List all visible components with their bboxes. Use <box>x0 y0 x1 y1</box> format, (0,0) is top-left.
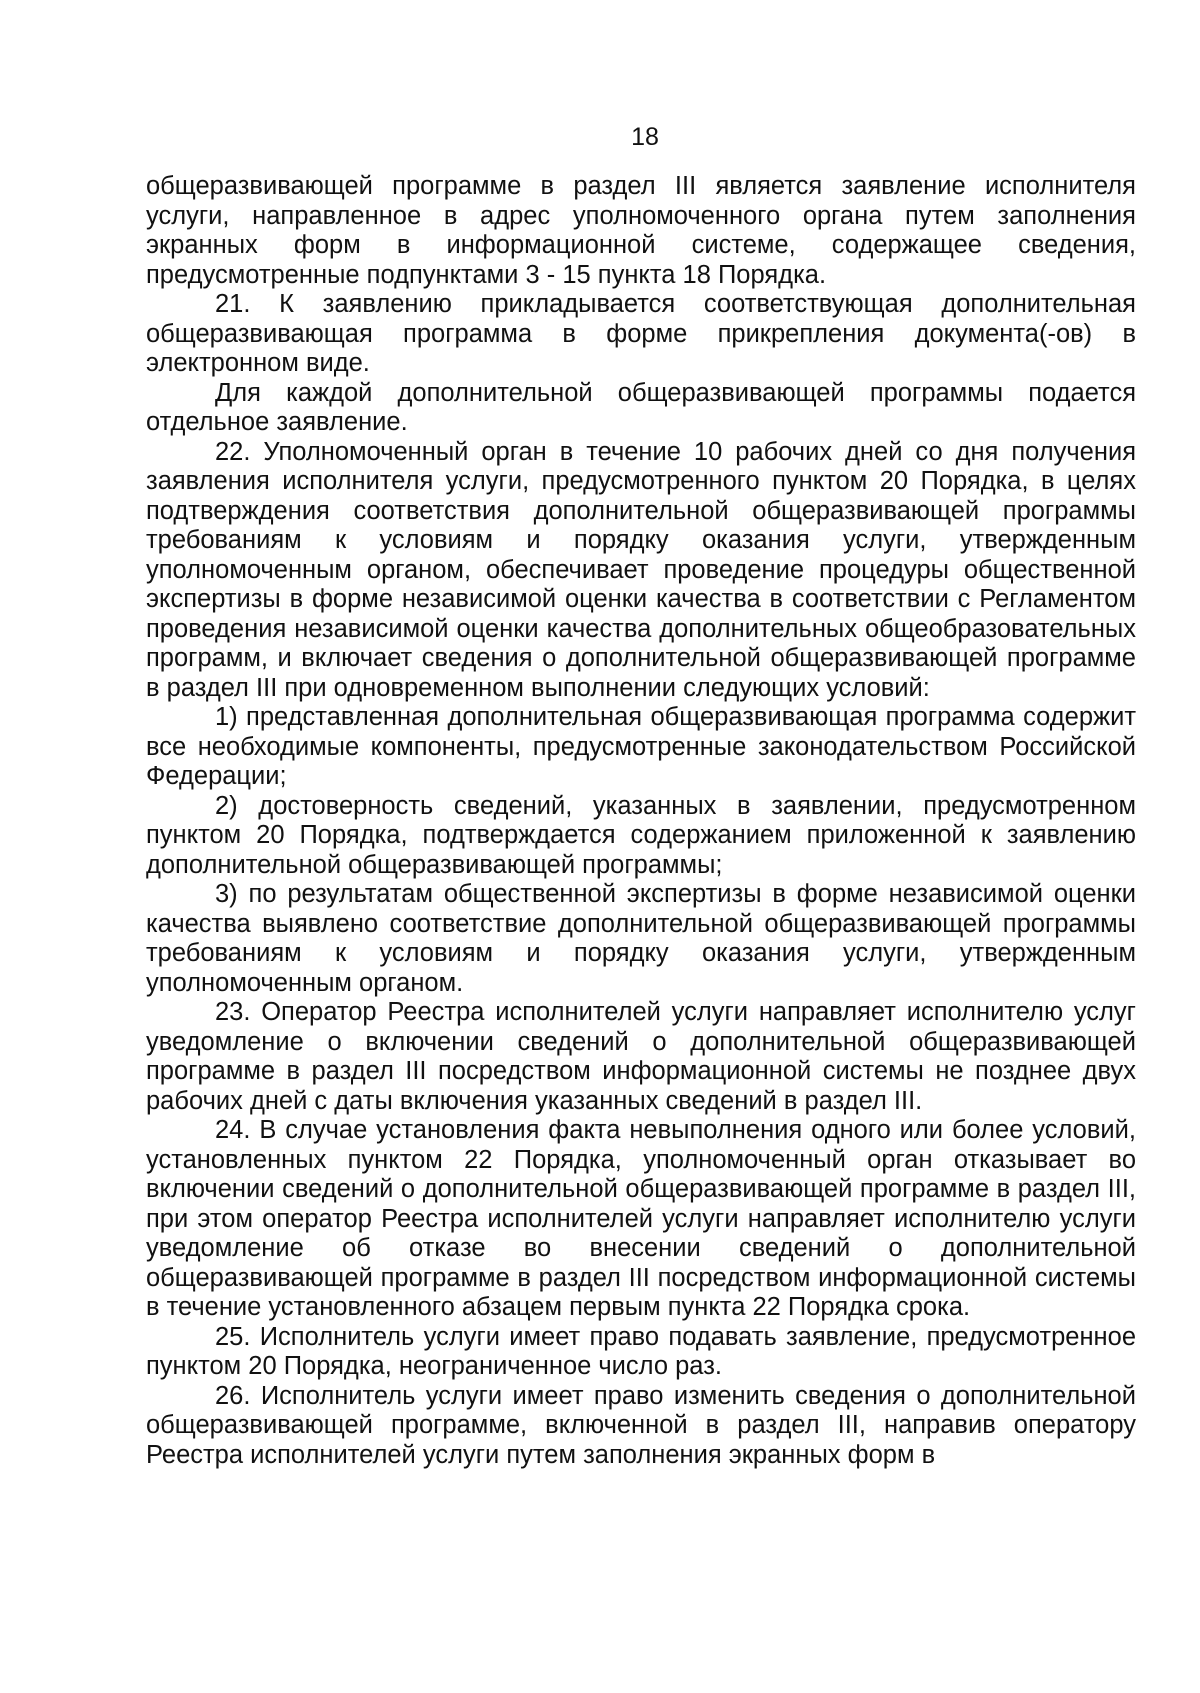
document-body <box>146 172 1136 1470</box>
paragraph-item-22: 22. Уполномоченный орган в течение 10 рабочих дней со дня получения заявления исполнителя услуги, предусмотренного пунктом 20 Порядка, в целях подтверждения соответствия дополнительной общеразвивающей программы требованиям к условиям и порядку оказания услуги, утвержденным уполномоченным органом, обеспечивает проведение процедуры общественной экспертизы в форме независимой оценки качества в соответствии с Регламентом проведения независимой оценки качества дополнительных общеобразовательных программ, и включает сведения о дополнительной общеразвивающей программе в раздел III при одновременном выполнении следующих условий: <box>146 437 1136 702</box>
paragraph-subitem-3: 3) по результатам общественной экспертизы в форме независимой оценки качества выявлено соответствие дополнительной общеразвивающей программы требованиям к условиям и порядку оказания услуги, утвержденным уполномоченным органом. <box>146 880 1136 997</box>
paragraph-subitem-1: 1) представленная дополнительная общеразвивающая программа содержит все необходимые компоненты, предусмотренные законодательством Российской Федерации; <box>146 703 1136 790</box>
paragraph-item-21: 21. К заявлению прикладывается соответствующая дополнительная общеразвивающая программа в форме прикрепления документа(-ов) в электронном виде. <box>146 290 1136 377</box>
paragraph-item-25: 25. Исполнитель услуги имеет право подавать заявление, предусмотренное пунктом 20 Порядка, неограниченное число раз. <box>146 1322 1136 1380</box>
paragraph-item-26: 26. Исполнитель услуги имеет право изменить сведения о дополнительной общеразвивающей программе, включенной в раздел III, направив оператору Реестра исполнителей услуги путем заполнения экранных форм в <box>146 1381 1136 1469</box>
paragraph-continuation: общеразвивающей программе в раздел III является заявление исполнителя услуги, направленное в адрес уполномоченного органа путем заполнения экранных форм в информационной системе, содержащее сведения, предусмотренные подпунктами 3 - 15 пункта 18 Порядка. <box>146 172 1136 289</box>
paragraph-item-24: 24. В случае установления факта невыполнения одного или более условий, установленных пунктом 22 Порядка, уполномоченный орган отказывает во включении сведений о дополнительной общеразвивающей программе в раздел III, при этом оператор Реестра исполнителей услуги направляет исполнителю услуги уведомление об отказе во внесении сведений о дополнительной общеразвивающей программе в раздел III посредством информационной системы в течение установленного абзацем первым пункта 22 Порядка срока. <box>146 1116 1136 1321</box>
paragraph-item-23: 23. Оператор Реестра исполнителей услуги направляет исполнителю услуг уведомление о включении сведений о дополнительной общеразвивающей программе в раздел III посредством информационной системы не позднее двух рабочих дней с даты включения указанных сведений в раздел III. <box>146 998 1136 1115</box>
paragraph-separate-application: Для каждой дополнительной общеразвивающей программы подается отдельное заявление. <box>146 378 1136 436</box>
paragraph-subitem-2: 2) достоверность сведений, указанных в заявлении, предусмотренном пунктом 20 Порядка, подтверждается содержанием приложенной к заявлению дополнительной общеразвивающей программы; <box>146 791 1136 879</box>
page-number: 18 <box>631 123 659 151</box>
